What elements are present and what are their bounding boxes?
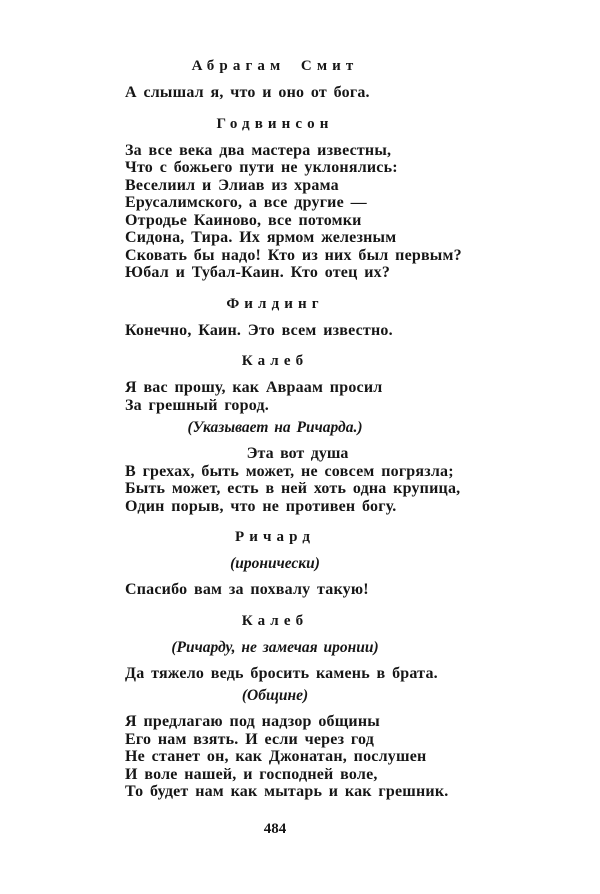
verse-line: Не станет он, как Джонатан, послушен (125, 748, 427, 765)
verse-block (125, 581, 540, 599)
stage-direction: (Общине) (241, 687, 309, 704)
verse-line: Сидона, Тира. Их ярмом железным (125, 229, 397, 246)
stage-direction: (Указывает на Ричарда.) (187, 419, 363, 436)
speaker-name: Ричард (234, 529, 316, 545)
verse-line: Отродье Каиново, все потомки (125, 211, 362, 229)
page-number: 484 (263, 820, 287, 837)
verse-line: Спасибо вам за похвалу такую! (125, 581, 369, 598)
verse-hemistich: Эта вот душа (246, 445, 349, 462)
verse-line: Да тяжело ведь бросить камень в брата. (125, 664, 438, 682)
verse-line: Что с божьего пути не уклонялись: (125, 159, 398, 176)
verse-line: Его нам взять. И если через год (125, 730, 374, 748)
verse-line: Сковать бы надо! Кто из них был первым? (125, 246, 462, 264)
verse-line: И воле нашей, и господней воле, (125, 765, 378, 783)
verse-line: За грешный город. (125, 396, 269, 414)
verse-block (125, 379, 540, 414)
verse-block (125, 84, 540, 102)
stage-direction: (Ричарду, не замечая иронии) (171, 638, 379, 656)
stage-direction: (иронически) (230, 555, 320, 572)
verse-line: Юбал и Тубал-Каин. Кто отец их? (125, 264, 391, 281)
verse-line: То будет нам как мытарь и как грешник. (125, 783, 449, 800)
verse-block (125, 142, 540, 282)
verse-line: Конечно, Каин. Это всем известно. (125, 321, 393, 339)
verse-line: Быть может, есть в ней хоть одна крупица, (125, 480, 461, 497)
verse-block (125, 322, 540, 340)
verse-line: А слышал я, что и оно от бога. (125, 84, 370, 101)
verse-block (125, 665, 540, 683)
verse-line: Веселиил и Элиав из храма (125, 176, 339, 194)
verse-line: За все века два мастера известны, (125, 141, 392, 159)
verse-line: Я вас прошу, как Авраам просил (125, 379, 383, 396)
verse-line: Я предлагаю под надзор общины (125, 713, 380, 730)
speaker-name: Филдинг (226, 295, 324, 312)
verse-line: В грехах, быть может, не совсем погрязла; (125, 462, 454, 480)
verse-line: Ерусалимского, а все другие — (125, 194, 367, 211)
speaker-name: Абрагам Смит (191, 58, 359, 74)
verse-block (125, 713, 540, 801)
speaker-name: Калеб (241, 353, 309, 369)
verse-line: Один порыв, что не противен богу. (125, 497, 397, 515)
speaker-name: Годвинсон (216, 115, 334, 132)
speaker-name: Калеб (241, 612, 309, 629)
verse-block (125, 463, 540, 516)
